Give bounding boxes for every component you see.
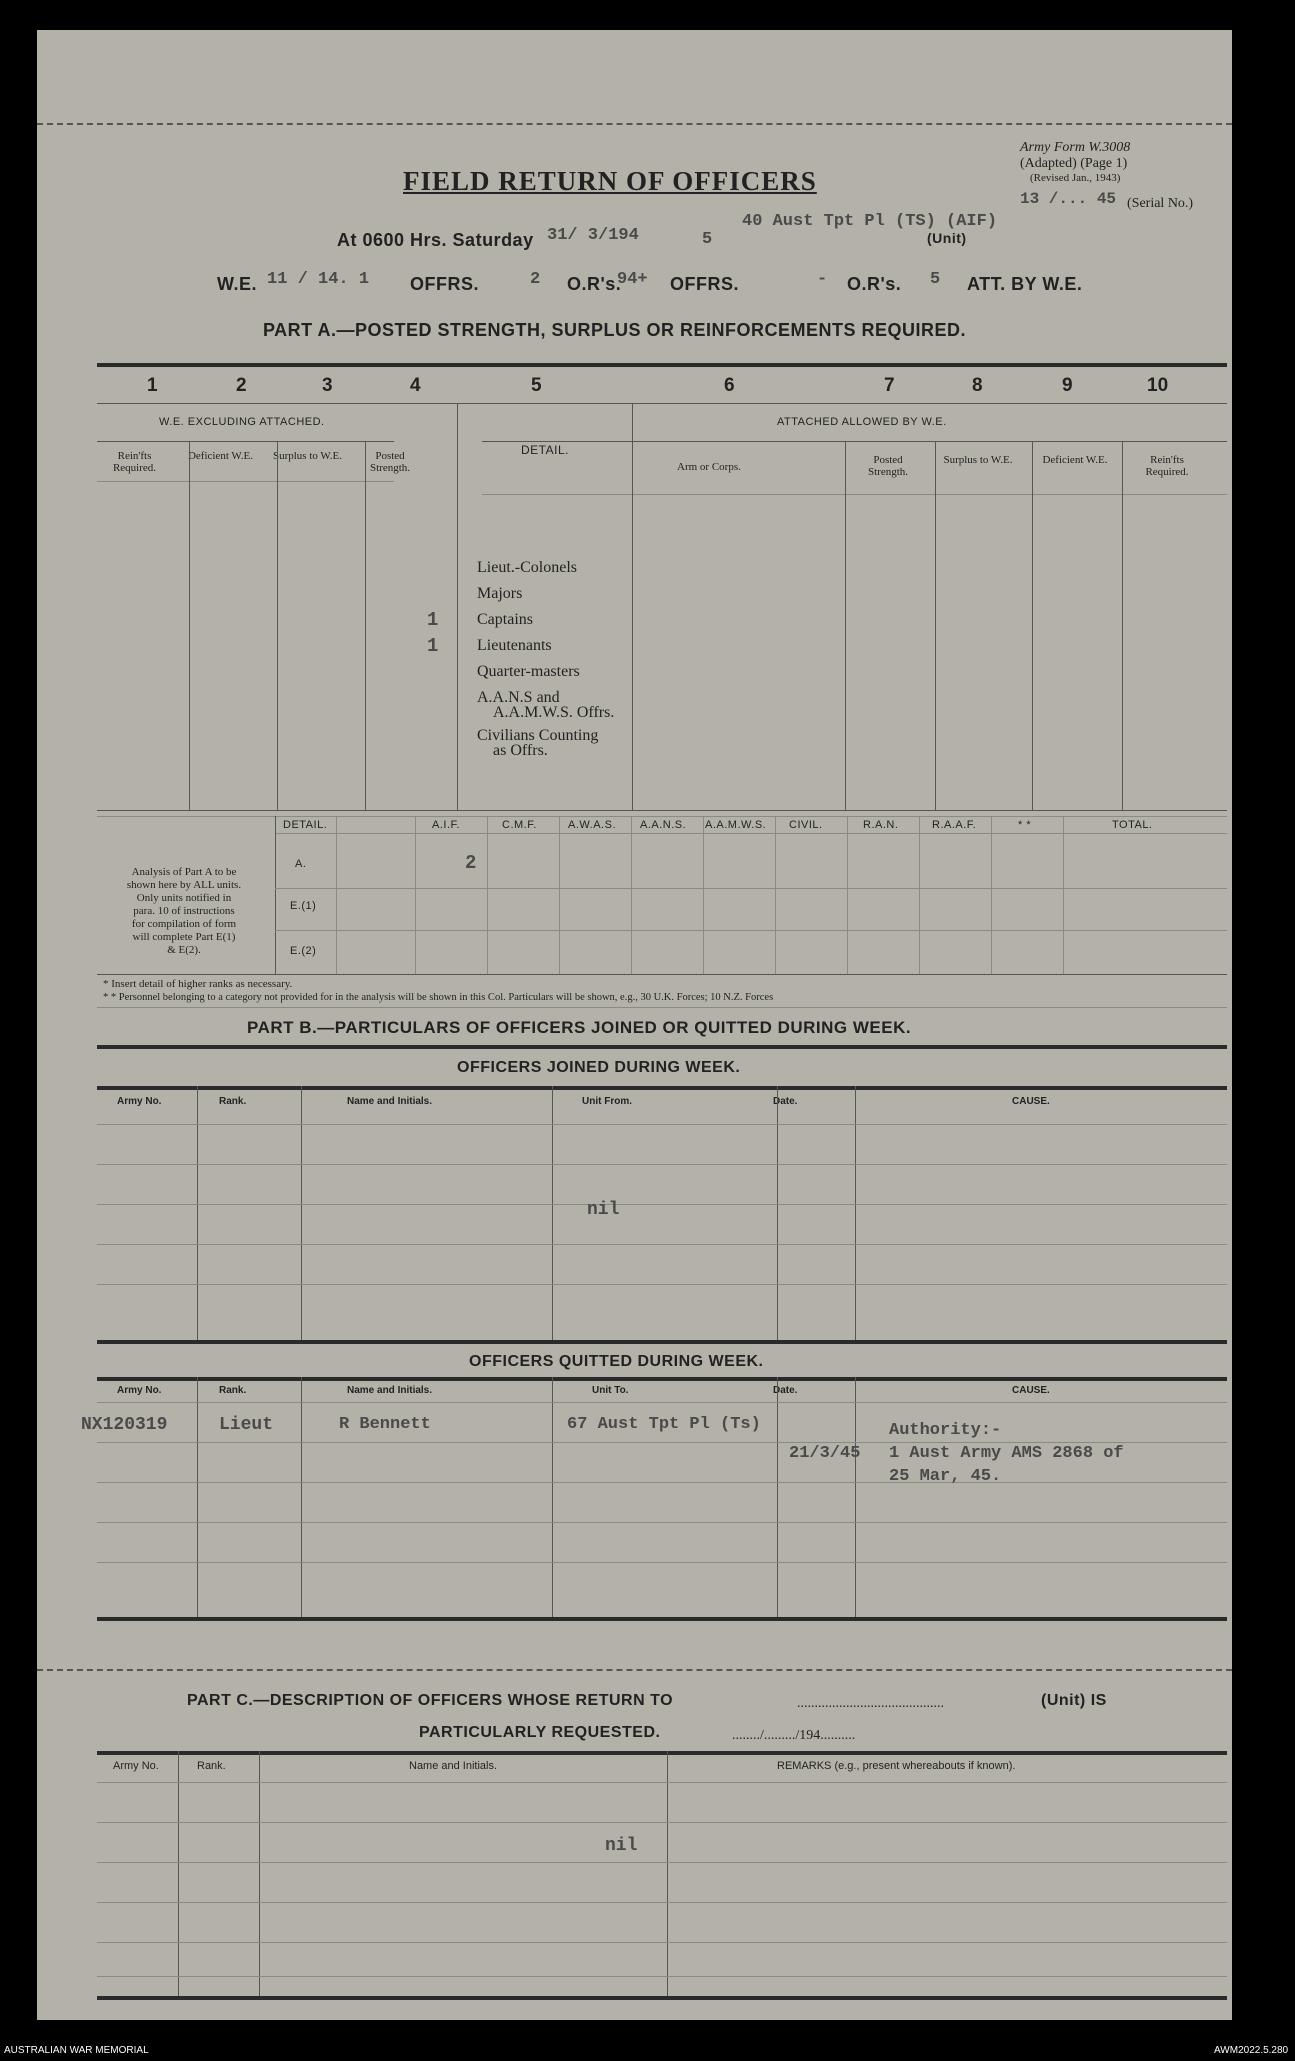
part-b-title: PART B.—PARTICULARS OF OFFICERS JOINED OR QUITTED DURING WEEK. <box>247 1018 912 1037</box>
date-value: 31/ 3/194 <box>547 226 639 245</box>
part-c-header-army-no: Army No. <box>113 1760 159 1772</box>
joined-header-name: Name and Initials. <box>347 1096 433 1107</box>
header-detail: DETAIL. <box>521 443 569 457</box>
quitted-name: R Bennett <box>339 1415 431 1434</box>
ors-value: 94+ <box>617 270 648 289</box>
col-number: 10 <box>1147 375 1169 396</box>
analysis-header-aans: A.A.N.S. <box>640 819 687 831</box>
analysis-row-a: A. <box>295 858 307 870</box>
rank-captains: Captains <box>477 611 533 628</box>
analysis-header-aamws: A.A.M.W.S. <box>705 819 767 831</box>
analysis-header-detail: DETAIL. <box>283 819 328 831</box>
joined-title: OFFICERS JOINED DURING WEEK. <box>457 1059 741 1076</box>
footer-right: AWM2022.5.280 <box>1214 2045 1289 2056</box>
quitted-header-name: Name and Initials. <box>347 1385 433 1396</box>
col-number: 3 <box>322 375 333 396</box>
col-number: 2 <box>236 375 247 396</box>
quitted-title: OFFICERS QUITTED DURING WEEK. <box>469 1353 764 1370</box>
quitted-header-date: Date. <box>773 1385 798 1396</box>
form-revised: (Revised Jan., 1943) <box>1030 172 1121 184</box>
part-c-nil: nil <box>605 1836 638 1856</box>
header-surplus-att: Surplus to W.E. <box>943 454 1013 466</box>
header-deficient-att: Deficient W.E. <box>1042 454 1108 466</box>
joined-header-army-no: Army No. <box>117 1096 162 1107</box>
analysis-header-ran: R.A.N. <box>863 819 899 831</box>
quitted-cause-2: 1 Aust Army AMS 2868 of <box>889 1444 1124 1463</box>
ors2-label: O.R's. <box>847 274 902 294</box>
quitted-rank: Lieut <box>219 1415 274 1435</box>
we-label: W.E. <box>217 274 258 294</box>
group-left-header: W.E. EXCLUDING ATTACHED. <box>159 416 325 428</box>
part-c-line2: PARTICULARLY REQUESTED. <box>419 1724 661 1741</box>
header-posted-strength: Posted Strength. <box>369 450 411 474</box>
captains-posted: 1 <box>427 609 439 631</box>
footnote-1: * Insert detail of higher ranks as necessary. <box>103 978 293 990</box>
col-number: 8 <box>972 375 983 396</box>
quitted-date: 21/3/45 <box>789 1444 861 1463</box>
part-c-line1: PART C.—DESCRIPTION OF OFFICERS WHOSE RETURN TO <box>187 1692 674 1709</box>
offrs2-value: - <box>817 270 828 289</box>
form-adapted: (Adapted) (Page 1) <box>1020 156 1128 171</box>
analysis-note: Analysis of Part A to be shown here by ALL units. Only units notified in para. 10 of instructions for compilation of form will complete Part E(1) & E(2). <box>126 866 242 956</box>
rank-aamws: A.A.M.W.S. Offrs. <box>493 704 615 721</box>
serial-value: 13 /... 45 <box>1020 190 1117 208</box>
analysis-header-cmf: C.M.F. <box>502 819 537 831</box>
unit-label: (Unit) <box>927 230 967 246</box>
header-surplus-we: Surplus to W.E. <box>272 450 343 462</box>
footer-left: AUSTRALIAN WAR MEMORIAL <box>4 2045 149 2056</box>
joined-header-date: Date. <box>773 1096 798 1107</box>
at-label: At 0600 Hrs. Saturday <box>337 230 534 250</box>
document-sheet <box>37 30 1232 2020</box>
col-number: 5 <box>531 375 542 396</box>
part-c-header-remarks: REMARKS (e.g., present whereabouts if known). <box>777 1760 1016 1772</box>
lieutenants-posted: 1 <box>427 635 439 657</box>
quitted-unit-to: 67 Aust Tpt Pl (Ts) <box>567 1415 761 1434</box>
part-c-date: ......../........./194.......... <box>732 1728 856 1743</box>
rank-lieut-colonels: Lieut.-Colonels <box>477 559 577 576</box>
quitted-header-rank: Rank. <box>219 1385 247 1396</box>
header-reinfts-att: Rein'fts Required. <box>1145 454 1189 478</box>
quitted-cause-1: Authority:- <box>889 1421 1002 1440</box>
header-posted-strength-att: Posted Strength. <box>867 454 909 478</box>
analysis-header-aif: A.I.F. <box>432 819 461 831</box>
part-c-header-rank: Rank. <box>197 1760 226 1772</box>
part-c-dots: .......................................... <box>797 1696 944 1711</box>
col-number: 7 <box>884 375 895 396</box>
rank-majors: Majors <box>477 585 523 602</box>
joined-header-unit-from: Unit From. <box>582 1096 632 1107</box>
year-digit: 5 <box>702 230 713 249</box>
joined-header-rank: Rank. <box>219 1096 247 1107</box>
offrs2-label: OFFRS. <box>670 274 739 294</box>
analysis-row-e2: E.(2) <box>290 945 317 957</box>
col-number: 4 <box>410 375 421 396</box>
header-deficient-we: Deficient W.E. <box>187 450 254 462</box>
rank-lieutenants: Lieutenants <box>477 637 552 654</box>
quitted-header-unit-to: Unit To. <box>592 1385 629 1396</box>
part-c-header-name: Name and Initials. <box>409 1760 498 1772</box>
group-right-header: ATTACHED ALLOWED BY W.E. <box>777 416 947 428</box>
rank-aans: A.A.N.S and <box>477 689 560 706</box>
analysis-row-e1: E.(1) <box>290 900 317 912</box>
analysis-header-civil: CIVIL. <box>789 819 823 831</box>
ors2-value: 5 <box>930 270 941 289</box>
serial-label: (Serial No.) <box>1127 196 1194 211</box>
rank-civilians: Civilians Counting <box>477 727 599 744</box>
analysis-header-raaf: R.A.A.F. <box>932 819 977 831</box>
joined-nil: nil <box>587 1200 620 1220</box>
header-reinfts-required: Rein'fts Required. <box>112 450 157 474</box>
rank-civilians-2: as Offrs. <box>493 742 548 759</box>
unit-value: 40 Aust Tpt Pl (TS) (AIF) <box>742 212 998 231</box>
ors-label: O.R's. <box>567 274 622 294</box>
header-arm-corps: Arm or Corps. <box>677 461 741 473</box>
part-c-line1-end: (Unit) IS <box>1041 1692 1107 1709</box>
footnote-2: * * Personnel belonging to a category not provided for in the analysis will be shown in this Col. Particulars will be shown, e.g., 30 U.K. Forces; 10 N.Z. Forces <box>103 992 774 1003</box>
col-number: 6 <box>724 375 735 396</box>
quitted-header-army-no: Army No. <box>117 1385 162 1396</box>
quitted-cause-3: 25 Mar, 45. <box>889 1467 1002 1486</box>
offrs-value: 2 <box>530 270 541 289</box>
att-label: ATT. BY W.E. <box>967 274 1083 294</box>
quitted-army-no: NX120319 <box>81 1415 168 1435</box>
rank-quarter-masters: Quarter-masters <box>477 663 580 680</box>
aif-a-value: 2 <box>465 852 477 874</box>
col-number: 1 <box>147 375 158 396</box>
analysis-header-awas: A.W.A.S. <box>568 819 617 831</box>
we-value: 11 / 14. 1 <box>267 270 370 289</box>
offrs-label: OFFRS. <box>410 274 479 294</box>
quitted-header-cause: CAUSE. <box>1012 1385 1050 1396</box>
form-title: FIELD RETURN OF OFFICERS <box>403 166 817 196</box>
col-number: 9 <box>1062 375 1073 396</box>
part-a-title: PART A.—POSTED STRENGTH, SURPLUS OR REINFORCEMENTS REQUIRED. <box>263 320 967 340</box>
analysis-header-other: * * <box>1018 819 1032 831</box>
analysis-header-total: TOTAL. <box>1112 819 1153 831</box>
joined-header-cause: CAUSE. <box>1012 1096 1050 1107</box>
form-number: Army Form W.3008 <box>1020 140 1131 155</box>
